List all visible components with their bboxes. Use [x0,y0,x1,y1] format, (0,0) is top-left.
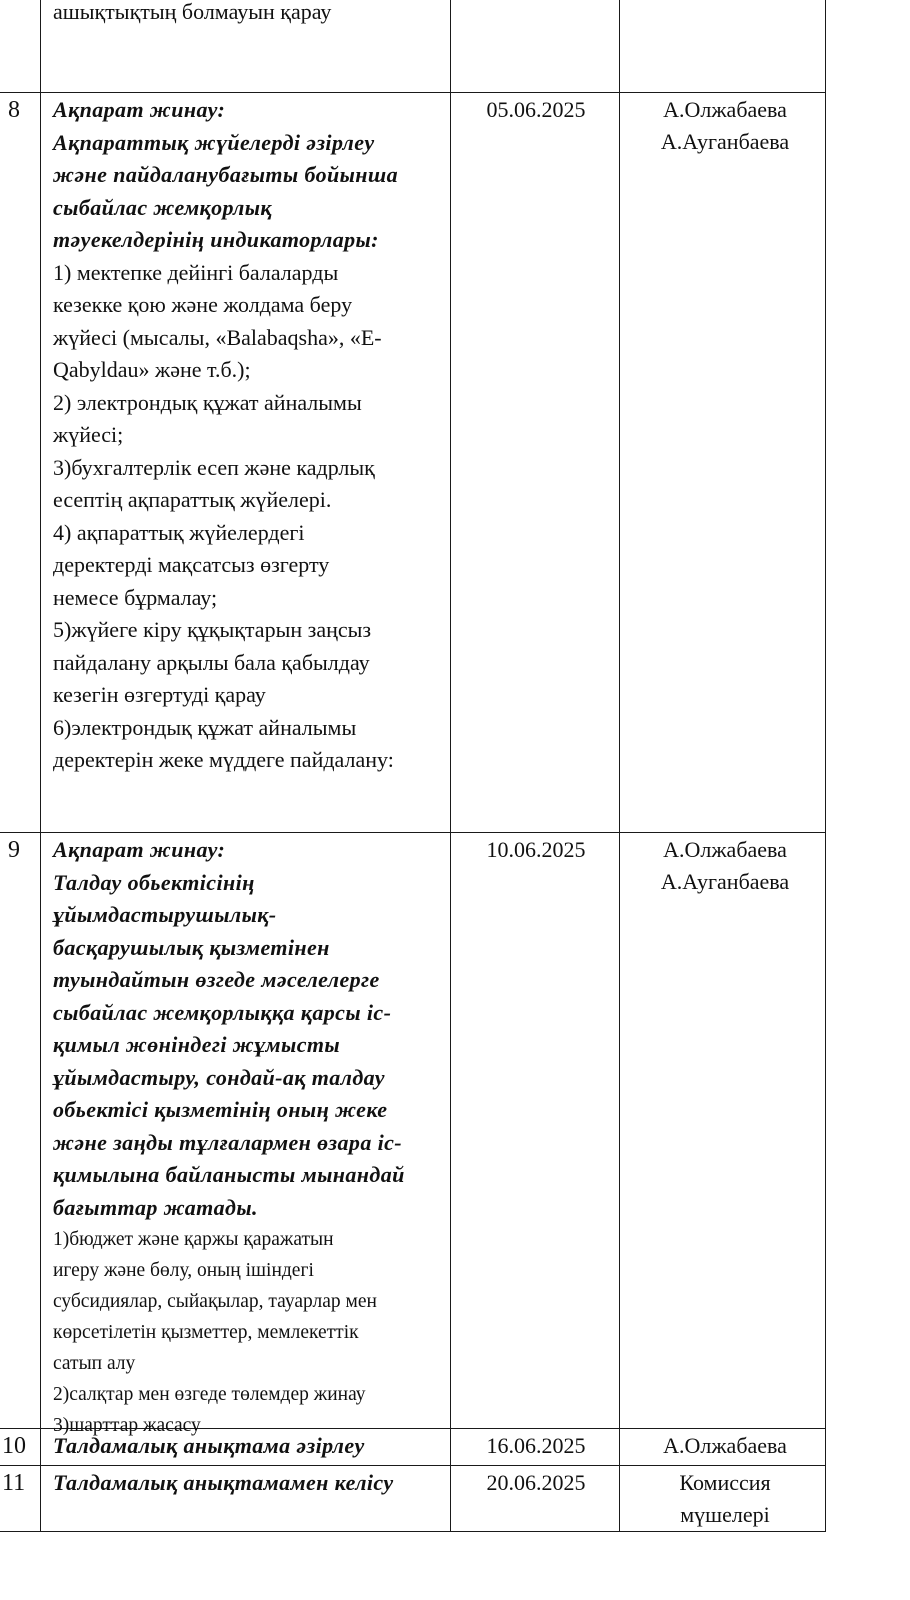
row-number: 8 [8,97,20,123]
task-description [53,834,445,1441]
task-heading-line: қимыл жөніндегі жұмысты [53,1032,341,1057]
task-body-line: көрсетілетін қызметтер, мемлекеттік [53,1322,359,1343]
column-divider [825,0,826,1532]
task-body-line: есептің ақпараттық жүйелері. [53,487,332,512]
column-divider [619,0,620,1532]
task-heading-line: Талдамалық анықтамамен келісу [53,1470,394,1495]
task-description [53,1467,445,1500]
task-heading-line: туындайтын өзгеде мәселелерге [53,967,380,992]
task-heading-line: Ақпарат жинау: [53,837,226,862]
task-body-line: сатып алу [53,1353,136,1374]
task-body-line: 3)шарттар жасасу [53,1415,201,1436]
task-body-line: субсидиялар, сыйақылар, тауарлар мен [53,1291,377,1312]
task-text-line: ашықтықтың болмауын қарау [53,0,332,24]
task-body-line: 3)бухгалтерлік есеп және кадрлық [53,454,375,480]
row-divider [0,1465,826,1466]
responsible-name: мүшелері [680,1502,770,1527]
task-heading-line: ұйымдастыру, сондай-ақ талдау [53,1064,385,1090]
task-date: 10.06.2025 [486,837,586,862]
row-number: 9 [8,837,20,863]
task-heading-line: обьектісі қызметінің оның жеке [53,1097,388,1122]
row-divider [0,1531,826,1532]
task-body-line: игеру және бөлу, оның ішіндегі [53,1260,314,1281]
task-heading-line: басқарушылық қызметінен [53,934,330,960]
row-number: 10 [2,1433,26,1459]
task-body [53,257,445,777]
task-body-line: деректерді мақсатсыз өзгерту [53,552,330,577]
task-body-line: 6)электрондық құжат айналымы [53,714,357,740]
task-body-line: 1)бюджет және қаржы қаражатын [53,1229,334,1250]
task-heading-line: және пайдаланубағыты бойынша [53,162,399,187]
task-heading-line: бағыттар жатады. [53,1194,258,1220]
task-responsible [625,94,825,158]
task-date: 16.06.2025 [486,1433,586,1458]
responsible-name: А.Олжабаева [663,837,787,862]
responsible-name: Комиссия [679,1470,771,1495]
responsible-name: А.Ауганбаева [660,129,790,154]
task-body-line: 2)салқтар мен өзгеде төлемдер жинау [53,1384,366,1405]
task-heading-line: сыбайлас жемқорлыққа қарсы іс- [53,999,392,1025]
task-heading-line: тәуекелдерінің индикаторлары: [53,227,379,252]
task-heading-line: ұйымдастырушылық- [53,902,277,927]
task-body-line: жүйесі (мысалы, «Balabaqsha», «E- [53,324,382,350]
task-body-line: 1) мектепке дейінгі балаларды [53,259,339,285]
task-body-line: кезегін өзгертуді қарау [53,682,266,707]
task-body-line: пайдалану арқылы бала қабылдау [53,649,370,675]
column-divider [450,0,451,1532]
task-responsible [625,1430,825,1462]
task-body-line: 5)жүйеге кіру құқықтарын заңсыз [53,617,372,642]
task-heading-line: Талдау обьектісінің [53,869,255,895]
responsible-name: А.Олжабаева [663,97,787,122]
task-body-line: 4) ақпараттық жүйелердегі [53,519,305,545]
responsible-name: А.Олжабаева [663,1433,787,1458]
task-heading [53,834,445,1224]
responsible-name: А.Ауганбаева [660,869,790,894]
task-date: 20.06.2025 [486,1470,586,1495]
task-body-line: кезекке қою және жолдама беру [53,292,353,317]
task-body-line: жүйесі; [53,422,124,447]
task-heading-line: Ақпараттық жүйелерді әзірлеу [53,129,375,155]
task-body-line: 2) электрондық құжат айналымы [53,389,362,415]
task-description [53,1430,445,1463]
task-heading [53,94,445,257]
task-heading-line: сыбайлас жемқорлық [53,194,272,220]
task-body-line: немесе бұрмалау; [53,584,218,610]
task-heading-line: және заңды тұлғалармен өзара іс- [53,1129,403,1155]
task-body-line: Qabyldau» және т.б.); [53,357,251,382]
task-description [53,94,445,777]
task-responsible [625,834,825,898]
task-heading-line: Талдамалық анықтама әзірлеу [53,1433,365,1458]
task-responsible [625,1467,825,1531]
column-divider [40,0,41,1532]
task-heading-line: қимылына байланысты мынандай [53,1162,405,1187]
task-body-line: деректерін жеке мүддеге пайдалану: [53,747,394,772]
row-divider [0,92,826,93]
row-continuation-text [53,0,445,29]
task-body [53,1224,445,1441]
row-number: 11 [2,1470,26,1496]
task-heading-line: Ақпарат жинау: [53,97,226,122]
row-divider [0,832,826,833]
task-date: 05.06.2025 [486,97,586,122]
